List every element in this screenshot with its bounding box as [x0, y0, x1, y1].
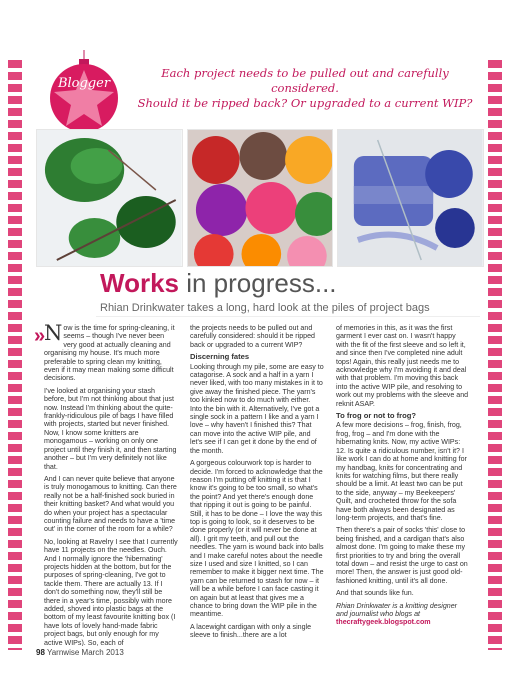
- subhead-discerning-fates: Discerning fates: [190, 352, 250, 362]
- column-2: [190, 324, 324, 646]
- headline-bold: Works: [100, 268, 179, 298]
- col2-para-3: A gorgeous colourwork top is harder to decide. I'm forced to acknowledge that the reason I'm putting off knitting it is that I know it's going to be too small, so what's the point? And yet there's enough done that ripping it out is going to be painful. Still, it has to be done – I love the way this top is going to look, so it deserves to be done properly (or it will never be done at all). I grit my teeth, and pull out the needles. The yarn is wound back into balls and I make careful notes about the needle size I used and size I knitted, so I can remember to make it bigger next time. The yarn can be returned to stash for now – it will be a while before I can face casting it on again but at least that gives me a chance to bring down the WIP pile in the meantime.: [190, 459, 324, 619]
- column-3: [336, 324, 470, 646]
- page-number: 98: [36, 648, 45, 657]
- col1-para-4: No, looking at Ravelry I see that I currently have 11 projects on the needles. Ouch. And I normally ignore the 'hibernating' projects hidden at the bottom, but for the purposes of spring-cleaning, I've got to tackle them. There are actually 13. If I don't do something now, they'll still be there in a year's time, possibly with more added, shoved into plastic bags at the bottom of my least favourite knitting box (I have lots of lovely hand-made fabric project bags, but only enough for my active WIPs). So, each of: [44, 537, 178, 646]
- quote-mark: »: [34, 325, 46, 347]
- photo-yarn-balls: [187, 129, 334, 267]
- headline-rest: in progress...: [179, 268, 337, 298]
- photo-green-knitting: [36, 129, 183, 267]
- photo-blue-knitting: [337, 129, 484, 267]
- col1-para-1: ow is the time for spring-cleaning, it seems – though I've never been very good at actually cleaning and organising my house. It's much more preferable to spring clean my knitting, even if it may mean making some difficult decisions.: [44, 324, 175, 383]
- col3-para-4: And that sounds like fun.: [336, 589, 414, 598]
- col2-para-2: Looking through my pile, some are easy to catagorise. A sock and a half in a yarn I never liked, with too many mistakes in it to give away the finished piece. The yarn's too kinked now to do much with either. Into the bin with it. Alternatively, I've got a single sock in a pattern I like and a yarn I love – why haven't I finished this? That can move into the active WIP pile, and let's see if I can get it done by the end of the month.: [190, 362, 324, 455]
- blogger-badge-label: Blogger: [57, 76, 111, 91]
- col2-para-1: the projects needs to be pulled out and carefully considered: should it be ripped back or upgraded to a current WIP?: [190, 324, 316, 349]
- col1-para-3: And I can never quite believe that anyone is truly monogamous to knitting. Can there really not be a half-finished sock buried in their knitting basket? And what would you do when your project has a spectacular counting failure and needs to have a 'time out' in the corner of the room for a while?: [44, 474, 177, 534]
- col1-para-2: I've looked at organising your stash before, but I'm not thinking about that just now. Instead I'm thinking about the quite-frankly-ridiculous pile of bags I have filled with projects, started but never finished. Now, I know some knitters are monogamous – working on only one project until they finish it, and then starting another – but I'm very definitely not like that.: [44, 386, 177, 471]
- col2-para-4: A lacewight cardigan with only a single sleeve to finish...there are a lot: [190, 622, 312, 640]
- article-headline: [100, 268, 337, 299]
- photo-strip: [36, 129, 484, 265]
- tagline-line-1: Each project needs to be pulled out and carefully considered.: [161, 66, 449, 95]
- col3-para-3: Then there's a pair of socks 'this' close to being finished, and a cardigan that's also almost done. I'm going to make these my first priorities to try and bring the overall total down – and resist the urge to cast on more! Then, the answer is just good old-fashioned knitting, until it's all done.: [336, 526, 468, 585]
- bauble-badge: [42, 50, 126, 134]
- tagline: [130, 66, 480, 111]
- standfirst: Rhian Drinkwater takes a long, hard look at the piles of project bags: [100, 302, 430, 314]
- col3-para-1: of memories in this, as it was the first garment I ever cast on. I wasn't happy with the fit of the first sleeve and so left it, and since then I've completed nine adult tops! Again, this really just needs me to acknowledge why I'm avoiding it and deal with that problem. I'm moving this back into the active WIP pile, and resolving to work out my problems with the sleeve and reknit ASAP.: [336, 324, 469, 408]
- author-byline: [336, 602, 470, 627]
- byline-text: Rhian Drinkwater is a knitting designer and journalist who blogs at: [336, 601, 458, 618]
- blog-link[interactable]: thecraftygeek.blogspot.com: [336, 618, 431, 627]
- drop-cap: N: [44, 324, 63, 345]
- divider: [96, 316, 480, 317]
- left-border-stripes: [8, 60, 22, 650]
- tagline-line-2: Should it be ripped back? Or upgraded to a current WIP?: [137, 96, 473, 110]
- issue-date: March 2013: [81, 648, 124, 657]
- subhead-to-frog: To frog or not to frog?: [336, 411, 416, 421]
- page-footer: [36, 648, 124, 657]
- right-border-stripes: [488, 60, 502, 650]
- column-1: [44, 324, 178, 646]
- magazine-name: Yarnwise: [46, 648, 80, 657]
- col3-para-2: A few more decisions – frog, finish, frog, frog, frog – and I'm done with the hibernating knits. Now, my active WIPs: 12. Is quite a ridiculous number, isn't it? I like work I can do at home and knitting for my handbag, knits for concentrating and knits for watching films, but there really should be a limit. At least two can be put to the side, anyway – my Beekeepers' Quilt, and crocheted throw for the sofa have both always been designated as long-term projects, and that's fine.: [336, 421, 467, 522]
